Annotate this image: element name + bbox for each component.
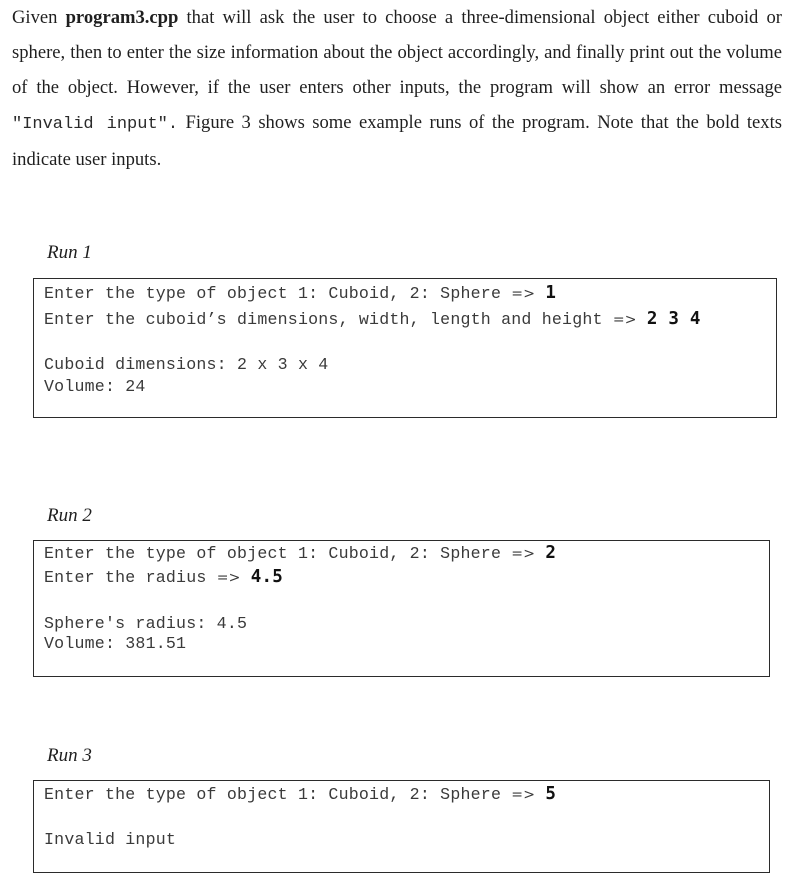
run-3-type-input: 5 bbox=[545, 784, 557, 804]
run-2-radius-input: 4.5 bbox=[250, 567, 283, 587]
run-1-type-input: 1 bbox=[545, 283, 557, 303]
run-1-arrow-2: => bbox=[612, 312, 637, 328]
run-1-type-prompt: Enter the type of object 1: Cuboid, 2: Sphere bbox=[44, 284, 512, 303]
run-2-radius-prompt: Enter the radius bbox=[44, 568, 217, 587]
run-3-arrow-1: => bbox=[511, 787, 536, 803]
run-2-radius-prompt-line bbox=[44, 567, 283, 587]
run-1-arrow-1: => bbox=[511, 286, 536, 302]
run-3-type-prompt: Enter the type of object 1: Cuboid, 2: Sphere bbox=[44, 785, 512, 804]
run-1-dimension-prompt-line bbox=[44, 309, 701, 329]
run-2-type-prompt-line bbox=[44, 543, 556, 563]
run-2-arrow-1: => bbox=[511, 546, 536, 562]
run-2-output-volume: Volume: 381.51 bbox=[44, 634, 187, 653]
run-3-output-error: Invalid input bbox=[44, 830, 177, 849]
program-filename: program3.cpp bbox=[65, 7, 179, 28]
run-1-output-volume: Volume: 24 bbox=[44, 377, 146, 396]
error-message-code: "Invalid input". bbox=[12, 115, 179, 134]
run-2-console bbox=[33, 540, 770, 677]
run-1-type-prompt-line bbox=[44, 283, 556, 303]
run-1-dimension-input: 2 3 4 bbox=[646, 309, 701, 329]
run-2-type-input: 2 bbox=[545, 543, 557, 563]
run-2-label: Run 2 bbox=[47, 505, 92, 526]
run-1-dimension-prompt: Enter the cuboid’s dimensions, width, length and height bbox=[44, 310, 613, 329]
run-2-arrow-2: => bbox=[216, 570, 241, 586]
run-1-output-dimensions: Cuboid dimensions: 2 x 3 x 4 bbox=[44, 355, 329, 374]
intro-text-2: that will ask the user to choose a three-dimensional object either cuboid or sphere, then to enter the size information about the object accordingly, and finally print out the volume of the object. However, if the user enters other inputs, the program will show an error message bbox=[12, 7, 782, 98]
run-2-output-radius: Sphere's radius: 4.5 bbox=[44, 614, 248, 633]
run-3-type-prompt-line bbox=[44, 784, 556, 804]
intro-text-3: Figure 3 shows some example runs of the program. Note that the bold texts indicate user inputs. bbox=[12, 112, 782, 170]
run-1-console bbox=[33, 278, 777, 418]
run-2-type-prompt: Enter the type of object 1: Cuboid, 2: Sphere bbox=[44, 544, 512, 563]
intro-text-1: Given bbox=[12, 7, 66, 28]
run-1-label: Run 1 bbox=[47, 242, 92, 263]
run-3-console bbox=[33, 780, 770, 873]
run-3-label: Run 3 bbox=[47, 745, 92, 766]
problem-description bbox=[12, 0, 782, 177]
